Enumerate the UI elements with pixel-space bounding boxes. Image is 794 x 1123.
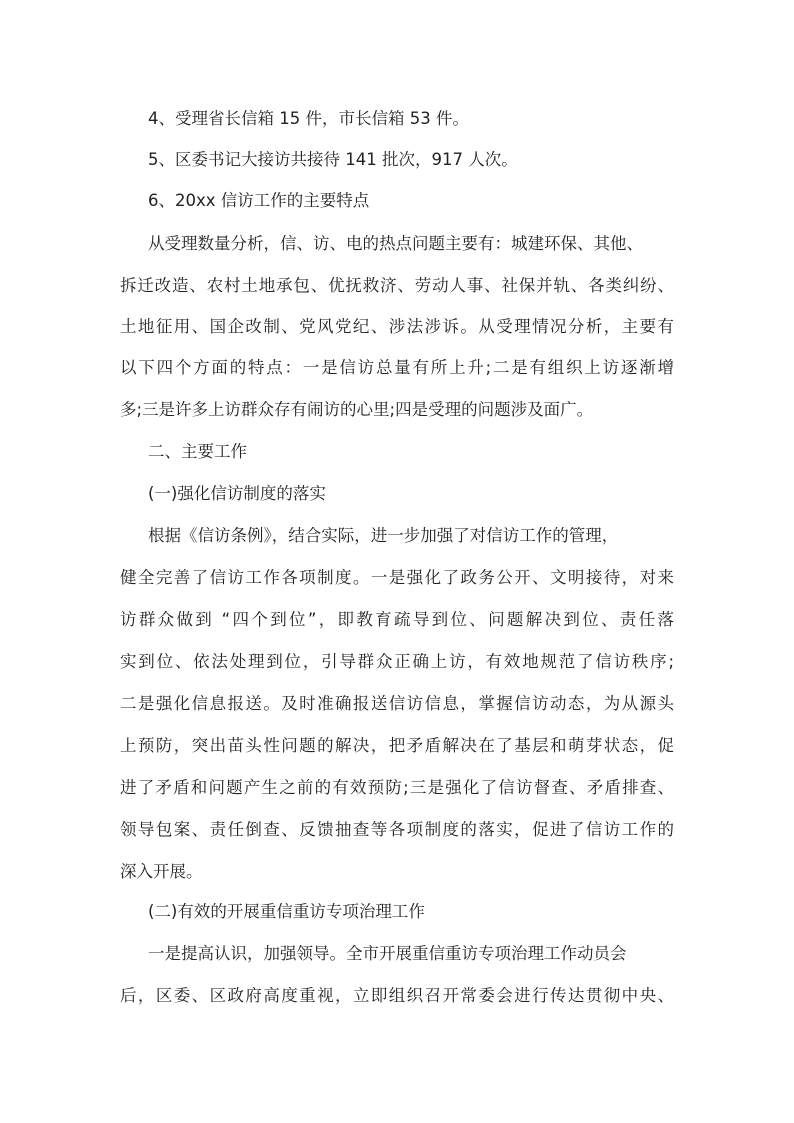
paragraph-line: 实到位、依法处理到位，引导群众正确上访，有效地规范了信访秩序; xyxy=(120,652,674,671)
subsection-heading: (一)强化信访制度的落实 xyxy=(148,484,326,503)
subsection-heading: (二)有效的开展重信重访专项治理工作 xyxy=(148,902,425,921)
paragraph-line: 土地征用、国企改制、党风党纪、涉法涉诉。从受理情况分析，主要有 xyxy=(120,317,674,336)
paragraph-line: 从受理数量分析，信、访、电的热点问题主要有：城建环保、其他、 xyxy=(148,234,643,253)
paragraph-line: 健全完善了信访工作各项制度。一是强化了政务公开、文明接待，对来 xyxy=(120,568,674,587)
paragraph-line: 领导包案、责任倒查、反馈抽查等各项制度的落实，促进了信访工作的 xyxy=(120,820,674,839)
paragraph-line: 上预防，突出苗头性问题的解决，把矛盾解决在了基层和萌芽状态，促 xyxy=(120,736,674,755)
paragraph-line: 二是强化信息报送。及时准确报送信访信息，掌握信访动态，为从源头 xyxy=(120,694,674,713)
section-heading: 6、20xx 信访工作的主要特点 xyxy=(148,191,370,210)
paragraph-line: 后，区委、区政府高度重视，立即组织召开常委会进行传达贯彻中央、 xyxy=(120,986,674,1005)
paragraph-line: 进了矛盾和问题产生之前的有效预防;三是强化了信访督查、矛盾排查、 xyxy=(120,778,674,797)
paragraph-line: 访群众做到 “四个到位”，即教育疏导到位、问题解决到位、责任落 xyxy=(120,610,674,629)
paragraph-line: 以下四个方面的特点：一是信访总量有所上升;二是有组织上访逐渐增 xyxy=(120,358,674,377)
paragraph-line: 5、区委书记大接访共接待 141 批次，917 人次。 xyxy=(148,150,518,169)
paragraph-line: 根据《信访条例》，结合实际，进一步加强了对信访工作的管理， xyxy=(148,526,619,545)
paragraph-line: 一是提高认识，加强领导。全市开展重信重访专项治理工作动员会 xyxy=(148,944,627,963)
paragraph-line: 深入开展。 xyxy=(120,862,203,881)
paragraph-line: 4、受理省长信箱 15 件，市长信箱 53 件。 xyxy=(148,109,469,128)
paragraph-line: 多;三是许多上访群众存有闹访的心里;四是受理的问题涉及面广。 xyxy=(120,400,594,419)
section-heading: 二、主要工作 xyxy=(148,442,247,461)
paragraph-line: 拆迁改造、农村土地承包、优抚救济、劳动人事、社保并轨、各类纠纷、 xyxy=(120,276,674,295)
